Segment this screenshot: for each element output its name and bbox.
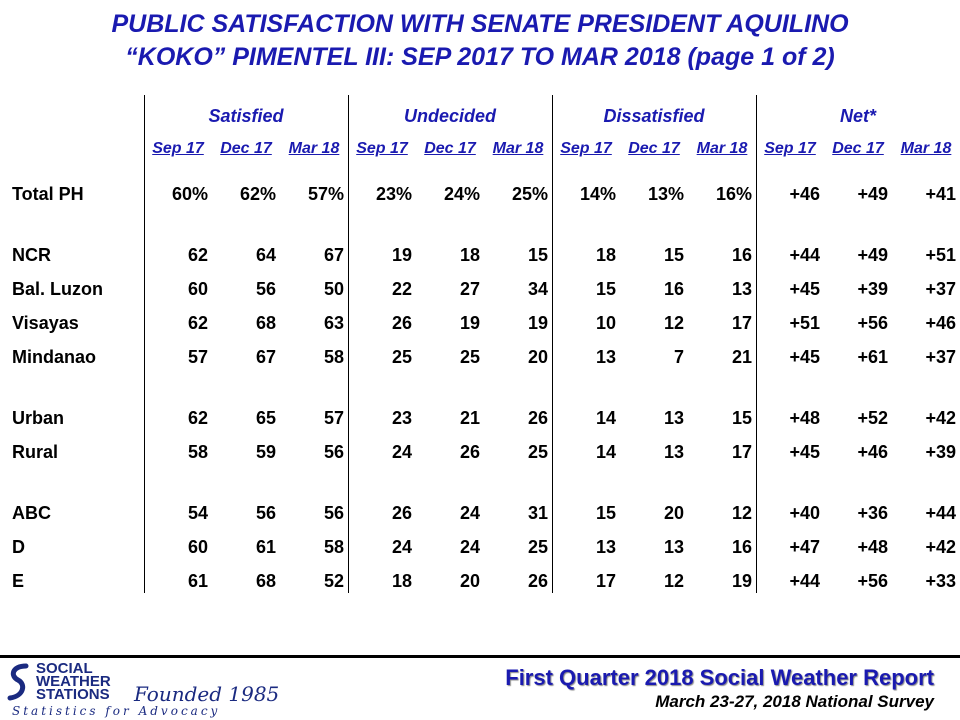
cell-visayas-dissatisfied-sep-17: 10 <box>595 313 616 333</box>
cell-d-dissatisfied-dec-17: 13 <box>663 537 684 557</box>
title-line-1: PUBLIC SATISFACTION WITH SENATE PRESIDENT AQUILINO <box>111 10 849 38</box>
group-header-undecided: Undecided <box>403 106 496 126</box>
cell-abc-dissatisfied-sep-17: 15 <box>595 503 616 523</box>
cell-rural-dissatisfied-dec-17: 13 <box>663 442 684 462</box>
cell-visayas-satisfied-dec-17: 68 <box>255 313 276 333</box>
cell-bal-luzon-dissatisfied-mar-18: 13 <box>731 279 752 299</box>
cell-ncr-net-mar-18: +51 <box>925 245 956 265</box>
row-label-urban: Urban <box>12 408 65 428</box>
cell-d-satisfied-dec-17: 61 <box>255 537 276 557</box>
cell-total-ph-satisfied-dec-17: 62% <box>239 184 276 204</box>
logo-founded: Founded 1985 <box>134 682 280 706</box>
cell-visayas-undecided-mar-18: 19 <box>527 313 548 333</box>
cell-d-dissatisfied-mar-18: 16 <box>731 537 752 557</box>
title-line-2: “KOKO” PIMENTEL III: SEP 2017 TO MAR 2018 (page 1 of 2) <box>125 43 835 71</box>
cell-abc-undecided-mar-18: 31 <box>527 503 548 523</box>
cell-visayas-satisfied-mar-18: 63 <box>323 313 344 333</box>
cell-bal-luzon-satisfied-mar-18: 50 <box>323 279 344 299</box>
cell-abc-net-sep-17: +40 <box>789 503 820 523</box>
cell-total-ph-undecided-mar-18: 25% <box>511 184 548 204</box>
cell-mindanao-satisfied-dec-17: 67 <box>255 347 276 367</box>
cell-mindanao-satisfied-mar-18: 58 <box>323 347 344 367</box>
group-header-dissatisfied: Dissatisfied <box>603 106 705 126</box>
cell-ncr-net-dec-17: +49 <box>857 245 888 265</box>
cell-ncr-undecided-dec-17: 18 <box>459 245 480 265</box>
cell-visayas-net-dec-17: +56 <box>857 313 888 333</box>
cell-urban-dissatisfied-sep-17: 14 <box>595 408 616 428</box>
cell-ncr-net-sep-17: +44 <box>789 245 820 265</box>
column-divider <box>756 95 757 593</box>
cell-abc-undecided-sep-17: 26 <box>391 503 412 523</box>
cell-urban-undecided-sep-17: 23 <box>391 408 412 428</box>
cell-abc-net-dec-17: +36 <box>857 503 888 523</box>
cell-mindanao-undecided-sep-17: 25 <box>391 347 412 367</box>
cell-urban-undecided-mar-18: 26 <box>527 408 548 428</box>
cell-visayas-undecided-dec-17: 19 <box>459 313 480 333</box>
cell-rural-dissatisfied-mar-18: 17 <box>731 442 752 462</box>
cell-total-ph-net-mar-18: +41 <box>925 184 956 204</box>
cell-bal-luzon-net-dec-17: +39 <box>857 279 888 299</box>
cell-mindanao-dissatisfied-sep-17: 13 <box>595 347 616 367</box>
cell-total-ph-dissatisfied-sep-17: 14% <box>579 184 616 204</box>
cell-abc-satisfied-mar-18: 56 <box>323 503 344 523</box>
cell-abc-dissatisfied-mar-18: 12 <box>731 503 752 523</box>
cell-e-satisfied-dec-17: 68 <box>255 571 276 591</box>
cell-ncr-dissatisfied-sep-17: 18 <box>595 245 616 265</box>
period-header-dissatisfied-dec-17: Dec 17 <box>628 140 680 157</box>
cell-d-satisfied-sep-17: 60 <box>187 537 208 557</box>
row-label-visayas: Visayas <box>12 313 79 333</box>
cell-rural-undecided-sep-17: 24 <box>391 442 412 462</box>
cell-rural-net-sep-17: +45 <box>789 442 820 462</box>
cell-abc-satisfied-sep-17: 54 <box>187 503 208 523</box>
cell-visayas-dissatisfied-mar-18: 17 <box>731 313 752 333</box>
cell-rural-undecided-mar-18: 25 <box>527 442 548 462</box>
cell-abc-undecided-dec-17: 24 <box>459 503 480 523</box>
cell-e-undecided-mar-18: 26 <box>527 571 548 591</box>
cell-bal-luzon-net-sep-17: +45 <box>789 279 820 299</box>
cell-bal-luzon-net-mar-18: +37 <box>925 279 956 299</box>
row-label-d: D <box>12 537 25 557</box>
cell-ncr-undecided-sep-17: 19 <box>391 245 412 265</box>
cell-d-net-sep-17: +47 <box>789 537 820 557</box>
cell-rural-satisfied-sep-17: 58 <box>187 442 208 462</box>
cell-rural-dissatisfied-sep-17: 14 <box>595 442 616 462</box>
cell-e-dissatisfied-dec-17: 12 <box>663 571 684 591</box>
cell-ncr-dissatisfied-mar-18: 16 <box>731 245 752 265</box>
row-label-rural: Rural <box>12 442 59 462</box>
cell-e-undecided-sep-17: 18 <box>391 571 412 591</box>
cell-abc-dissatisfied-dec-17: 20 <box>663 503 684 523</box>
cell-mindanao-net-sep-17: +45 <box>789 347 820 367</box>
cell-d-undecided-sep-17: 24 <box>391 537 412 557</box>
cell-urban-dissatisfied-mar-18: 15 <box>731 408 752 428</box>
cell-visayas-net-sep-17: +51 <box>789 313 820 333</box>
cell-e-undecided-dec-17: 20 <box>459 571 480 591</box>
cell-d-undecided-dec-17: 24 <box>459 537 480 557</box>
cell-e-dissatisfied-sep-17: 17 <box>595 571 616 591</box>
cell-total-ph-satisfied-mar-18: 57% <box>307 184 344 204</box>
period-header-net-dec-17: Dec 17 <box>832 140 884 157</box>
cell-total-ph-satisfied-sep-17: 60% <box>171 184 208 204</box>
period-header-undecided-sep-17: Sep 17 <box>356 140 408 157</box>
cell-abc-satisfied-dec-17: 56 <box>255 503 276 523</box>
cell-mindanao-undecided-dec-17: 25 <box>459 347 480 367</box>
row-label-total-ph: Total PH <box>12 184 84 204</box>
cell-urban-satisfied-mar-18: 57 <box>323 408 344 428</box>
logo-tagline: Statistics for Advocacy <box>12 704 221 718</box>
cell-visayas-net-mar-18: +46 <box>925 313 956 333</box>
cell-total-ph-dissatisfied-mar-18: 16% <box>715 184 752 204</box>
cell-total-ph-net-sep-17: +46 <box>789 184 820 204</box>
cell-abc-net-mar-18: +44 <box>925 503 956 523</box>
period-header-undecided-dec-17: Dec 17 <box>424 140 476 157</box>
period-header-undecided-mar-18: Mar 18 <box>492 140 544 157</box>
cell-rural-undecided-dec-17: 26 <box>459 442 480 462</box>
cell-total-ph-undecided-sep-17: 23% <box>375 184 412 204</box>
cell-bal-luzon-satisfied-sep-17: 60 <box>187 279 208 299</box>
cell-e-net-mar-18: +33 <box>925 571 956 591</box>
cell-urban-dissatisfied-dec-17: 13 <box>663 408 684 428</box>
row-label-ncr: NCR <box>12 245 51 265</box>
cell-mindanao-dissatisfied-dec-17: 7 <box>673 347 684 367</box>
cell-bal-luzon-dissatisfied-sep-17: 15 <box>595 279 616 299</box>
logo-word-social: SOCIAL <box>36 660 93 677</box>
cell-e-dissatisfied-mar-18: 19 <box>731 571 752 591</box>
cell-total-ph-undecided-dec-17: 24% <box>443 184 480 204</box>
cell-visayas-undecided-sep-17: 26 <box>391 313 412 333</box>
cell-bal-luzon-undecided-sep-17: 22 <box>391 279 412 299</box>
cell-ncr-undecided-mar-18: 15 <box>527 245 548 265</box>
cell-mindanao-undecided-mar-18: 20 <box>527 347 548 367</box>
period-header-dissatisfied-mar-18: Mar 18 <box>696 140 748 157</box>
cell-urban-net-mar-18: +42 <box>925 408 956 428</box>
cell-rural-satisfied-mar-18: 56 <box>323 442 344 462</box>
sws-swirl-icon <box>6 662 30 702</box>
group-header-net: Net* <box>839 106 876 126</box>
group-header-satisfied: Satisfied <box>208 106 284 126</box>
cell-urban-undecided-dec-17: 21 <box>459 408 480 428</box>
cell-d-net-dec-17: +48 <box>857 537 888 557</box>
period-header-net-mar-18: Mar 18 <box>900 140 952 157</box>
cell-rural-satisfied-dec-17: 59 <box>255 442 276 462</box>
cell-urban-net-sep-17: +48 <box>789 408 820 428</box>
cell-visayas-dissatisfied-dec-17: 12 <box>663 313 684 333</box>
cell-mindanao-net-mar-18: +37 <box>925 347 956 367</box>
cell-total-ph-dissatisfied-dec-17: 13% <box>647 184 684 204</box>
cell-mindanao-net-dec-17: +61 <box>857 347 888 367</box>
cell-bal-luzon-undecided-dec-17: 27 <box>459 279 480 299</box>
period-header-satisfied-mar-18: Mar 18 <box>288 140 340 157</box>
column-divider <box>552 95 553 593</box>
report-title: First Quarter 2018 Social Weather Report <box>505 665 934 690</box>
period-header-satisfied-dec-17: Dec 17 <box>220 140 272 157</box>
report-subtitle: March 23-27, 2018 National Survey <box>655 692 934 711</box>
cell-bal-luzon-dissatisfied-dec-17: 16 <box>663 279 684 299</box>
cell-ncr-satisfied-mar-18: 67 <box>323 245 344 265</box>
cell-mindanao-dissatisfied-mar-18: 21 <box>731 347 752 367</box>
cell-e-net-sep-17: +44 <box>789 571 820 591</box>
cell-urban-net-dec-17: +52 <box>857 408 888 428</box>
logo-word-weather: WEATHER <box>36 673 111 690</box>
cell-ncr-satisfied-sep-17: 62 <box>187 245 208 265</box>
cell-e-net-dec-17: +56 <box>857 571 888 591</box>
cell-rural-net-mar-18: +39 <box>925 442 956 462</box>
cell-bal-luzon-satisfied-dec-17: 56 <box>255 279 276 299</box>
period-header-satisfied-sep-17: Sep 17 <box>152 140 204 157</box>
row-label-abc: ABC <box>12 503 51 523</box>
row-label-mindanao: Mindanao <box>12 347 96 367</box>
cell-ncr-satisfied-dec-17: 64 <box>255 245 276 265</box>
cell-d-dissatisfied-sep-17: 13 <box>595 537 616 557</box>
cell-bal-luzon-undecided-mar-18: 34 <box>527 279 548 299</box>
cell-visayas-satisfied-sep-17: 62 <box>187 313 208 333</box>
cell-e-satisfied-sep-17: 61 <box>187 571 208 591</box>
column-divider <box>144 95 145 593</box>
period-header-net-sep-17: Sep 17 <box>764 140 816 157</box>
row-label-e: E <box>12 571 25 591</box>
footer-divider <box>0 655 960 658</box>
cell-d-undecided-mar-18: 25 <box>527 537 548 557</box>
cell-urban-satisfied-dec-17: 65 <box>255 408 276 428</box>
cell-e-satisfied-mar-18: 52 <box>323 571 344 591</box>
cell-d-satisfied-mar-18: 58 <box>323 537 344 557</box>
cell-total-ph-net-dec-17: +49 <box>857 184 888 204</box>
cell-mindanao-satisfied-sep-17: 57 <box>187 347 208 367</box>
cell-ncr-dissatisfied-dec-17: 15 <box>663 245 684 265</box>
column-divider <box>348 95 349 593</box>
cell-d-net-mar-18: +42 <box>925 537 956 557</box>
logo-word-stations: STATIONS <box>36 686 110 703</box>
sws-logo <box>6 660 280 718</box>
cell-rural-net-dec-17: +46 <box>857 442 888 462</box>
cell-urban-satisfied-sep-17: 62 <box>187 408 208 428</box>
row-label-bal-luzon: Bal. Luzon <box>12 279 103 299</box>
period-header-dissatisfied-sep-17: Sep 17 <box>560 140 612 157</box>
